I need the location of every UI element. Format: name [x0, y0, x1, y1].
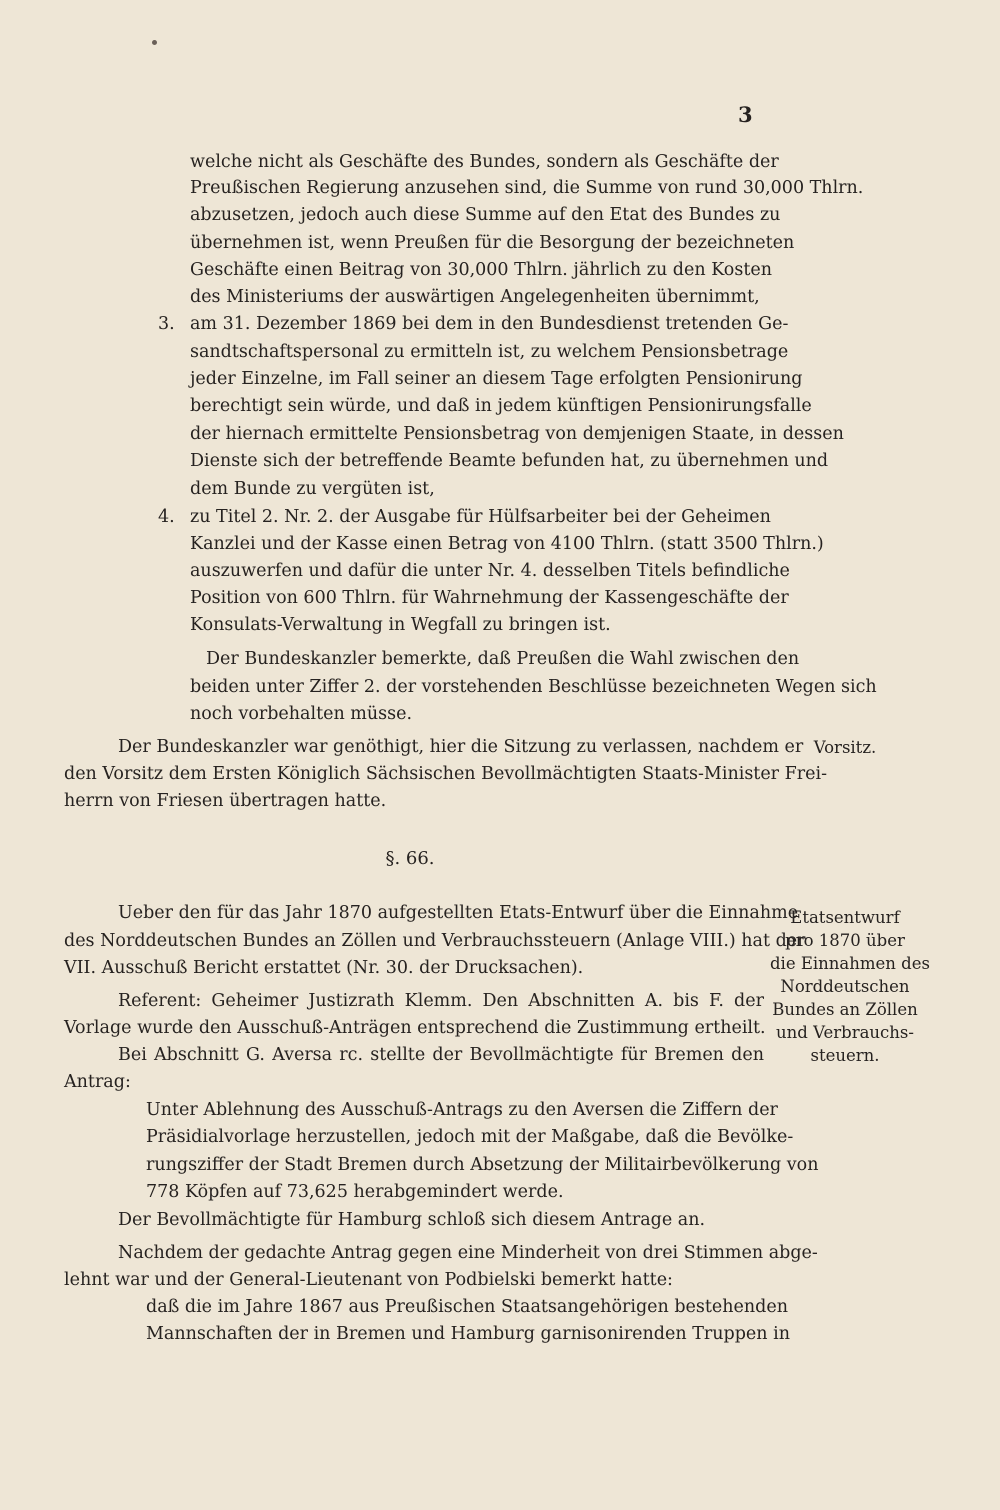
text-line: Referent: Geheimer Justizrath Klemm. Den Abschnitten A. bis F. der [118, 991, 764, 1011]
margin-note-budget-line: die Einnahmen des [770, 954, 930, 973]
text-line: Position von 600 Thlrn. für Wahrnehmung der Kassengeschäfte der [190, 588, 789, 608]
section-heading [0, 846, 1000, 872]
text-line: lehnt war und der General-Lieutenant von Podbielski bemerkt hatte: [64, 1270, 673, 1290]
text-line: beiden unter Ziffer 2. der vorstehenden Beschlüsse bezeichneten Wegen sich [190, 677, 877, 697]
text-line: den Vorsitz dem Ersten Königlich Sächsischen Bevollmächtigten Staats-Minister Frei- [64, 764, 827, 784]
text-line: Kanzlei und der Kasse einen Betrag von 4100 Thlrn. (statt 3500 Thlrn.) [190, 534, 824, 554]
text-line: Der Bundeskanzler war genöthigt, hier die Sitzung zu verlassen, nachdem er [118, 737, 804, 757]
section-title: §. 66. [385, 848, 435, 869]
text-line: Präsidialvorlage herzustellen, jedoch mit der Maßgabe, daß die Bevölke- [146, 1127, 794, 1147]
text-line: des Ministeriums der auswärtigen Angelegenheiten übernimmt, [190, 287, 760, 307]
margin-note-budget-line: Bundes an Zöllen [772, 1000, 918, 1019]
text-line: der hiernach ermittelte Pensionsbetrag von demjenigen Staate, in dessen [190, 424, 844, 444]
text-line: sandtschaftspersonal zu ermitteln ist, zu welchem Pensionsbetrage [190, 342, 789, 362]
text-line: Vorlage wurde den Ausschuß-Anträgen entsprechend die Zustimmung ertheilt. [64, 1018, 766, 1038]
margin-note-budget-line: Norddeutschen [780, 977, 910, 996]
paper-speck [152, 40, 157, 45]
text-line: Der Bevollmächtigte für Hamburg schloß sich diesem Antrage an. [118, 1210, 706, 1230]
text-line: Bei Abschnitt G. Aversa rc. stellte der Bevollmächtigte für Bremen den [118, 1045, 764, 1065]
text-line: VII. Ausschuß Bericht erstattet (Nr. 30. der Drucksachen). [64, 958, 584, 978]
margin-note-budget-line: pro 1870 über [785, 931, 905, 950]
text-line: zu Titel 2. Nr. 2. der Ausgabe für Hülfsarbeiter bei der Geheimen [190, 507, 771, 527]
text-line: des Norddeutschen Bundes an Zöllen und Verbrauchssteuern (Anlage VIII.) hat der [64, 931, 806, 951]
text-line: dem Bunde zu vergüten ist, [190, 479, 435, 499]
text-line: Preußischen Regierung anzusehen sind, die Summe von rund 30,000 Thlrn. [190, 178, 864, 198]
text-line: auszuwerfen und dafür die unter Nr. 4. desselben Titels befindliche [190, 561, 790, 581]
text-line: 778 Köpfen auf 73,625 herabgemindert werde. [146, 1182, 564, 1202]
text-line: noch vorbehalten müsse. [190, 704, 413, 724]
text-line: übernehmen ist, wenn Preußen für die Besorgung der bezeichneten [190, 233, 795, 253]
text-line: Konsulats-Verwaltung in Wegfall zu bringen ist. [190, 615, 611, 635]
text-line: daß die im Jahre 1867 aus Preußischen Staatsangehörigen bestehenden [146, 1297, 788, 1317]
text-line: Dienste sich der betreffende Beamte befunden hat, zu übernehmen und [190, 451, 829, 471]
text-line: abzusetzen, jedoch auch diese Summe auf den Etat des Bundes zu [190, 205, 781, 225]
text-line: jeder Einzelne, im Fall seiner an diesem Tage erfolgten Pensionirung [190, 369, 803, 389]
text-line: am 31. Dezember 1869 bei dem in den Bundesdienst tretenden Ge- [190, 314, 789, 334]
text-line: Mannschaften der in Bremen und Hamburg garnisonirenden Truppen in [146, 1324, 790, 1344]
text-line: berechtigt sein würde, und daß in jedem künftigen Pensionirungsfalle [190, 396, 812, 416]
text-line: herrn von Friesen übertragen hatte. [64, 791, 387, 811]
text-line: Unter Ablehnung des Ausschuß-Antrags zu den Aversen die Ziffern der [146, 1100, 778, 1120]
text-line: Der Bundeskanzler bemerkte, daß Preußen die Wahl zwischen den [206, 649, 800, 669]
text-line: Ueber den für das Jahr 1870 aufgestellten Etats-Entwurf über die Einnahme [118, 903, 799, 923]
item-number: 4. [158, 507, 175, 527]
text-line: welche nicht als Geschäfte des Bundes, sondern als Geschäfte der [190, 152, 779, 172]
text-line: Geschäfte einen Beitrag von 30,000 Thlrn. jährlich zu den Kosten [190, 260, 772, 280]
margin-note-chair: Vorsitz. [813, 738, 877, 757]
margin-note-budget-line: und Verbrauchs- [776, 1023, 914, 1042]
text-line: rungsziffer der Stadt Bremen durch Absetzung der Militairbevölkerung von [146, 1155, 819, 1175]
text-line: Nachdem der gedachte Antrag gegen eine Minderheit von drei Stimmen abge- [118, 1243, 818, 1263]
margin-note-budget-line: Etatsentwurf [790, 908, 900, 927]
margin-note-budget-line: steuern. [810, 1046, 880, 1065]
page-number: 3 [738, 102, 753, 127]
text-line: Antrag: [64, 1072, 131, 1092]
item-number: 3. [158, 314, 175, 334]
